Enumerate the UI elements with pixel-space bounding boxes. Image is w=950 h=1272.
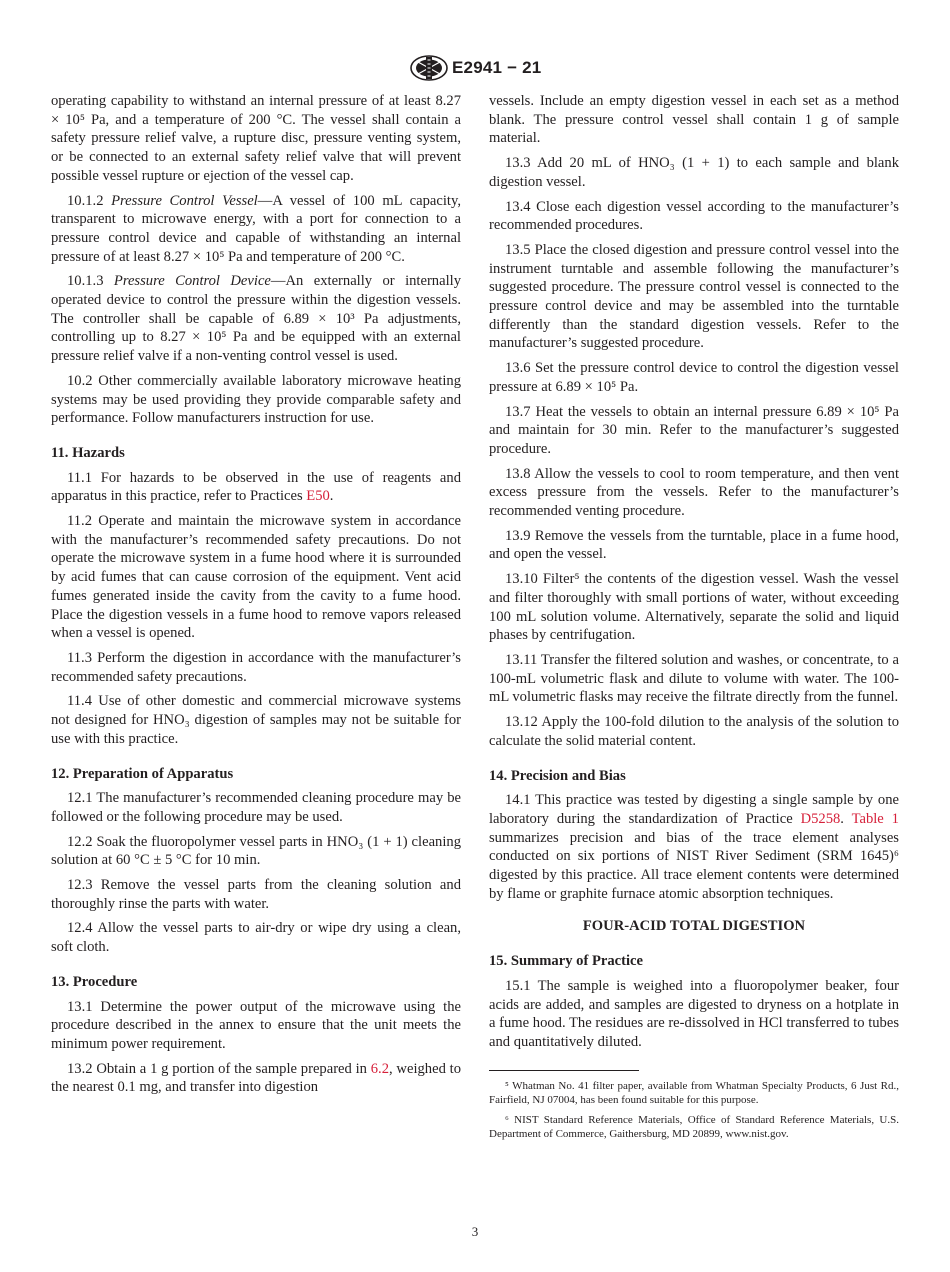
page-number: 3 [471, 1224, 479, 1239]
left-column [51, 92, 461, 1103]
paragraph-12-4: 12.4 Allow the vessel parts to air-dry or wipe dry using a clean, soft cloth. [51, 920, 461, 956]
heading-preparation-of-apparatus: 12. Preparation of Apparatus [51, 765, 234, 782]
heading-four-acid-total-digestion: FOUR-ACID TOTAL DIGESTION [582, 918, 806, 935]
footnote-divider [489, 1070, 639, 1071]
paragraph-11-3: 11.3 Perform the digestion in accordance with the manufacturer’s recommended safety precautions. [51, 649, 461, 685]
paragraph-13-5: 13.5 Place the closed digestion and pressure control vessel into the instrument turntable and assemble following the manufacturer’s suggested procedure. The pressure control vessel is connected to the pressure control device and may be assembled into the turntable differently than the standard digestion vessels. Refer to the manufacturer’s suggested procedure. [489, 241, 899, 352]
right-column [489, 92, 899, 1147]
section-number: 10.1.3 [67, 273, 104, 290]
paragraph-text: , weighed to the nearest 0.1 mg, and transfer into digestion [51, 1060, 461, 1096]
paragraph-12-2: 12.2 Soak the fluoropolymer vessel parts in HNO₃ (1 + 1) cleaning solution at 60 °C ± 5 °C for 10 min. [51, 833, 461, 869]
paragraph-11-2: 11.2 Operate and maintain the microwave system in accordance with the manufacturer’s recommended safety precautions. Do not operate the microwave system in a fume hood where it is surrounded by acid fumes that can cause corrosion of the equipment. Vent acid fumes generated inside the cavity from the cavity to a fume hood. Place the digestion vessels in a fume hood to remove vapors released when a vessel is opened. [51, 513, 461, 642]
paragraph-11-4: 11.4 Use of other domestic and commercial microwave systems not designed for HNO₃ digestion of samples may not be suitable for use with this practice. [51, 693, 461, 747]
paragraph-text: . [329, 488, 334, 505]
term-title: Pressure Control Device [113, 273, 271, 290]
heading-summary-of-practice: 15. Summary of Practice [489, 953, 643, 970]
heading-procedure: 13. Procedure [51, 973, 138, 990]
section-number: 10.1.2 [67, 192, 104, 209]
paragraph-13-6: 13.6 Set the pressure control device to control the digestion vessel pressure at 6.89 × 10⁵ Pa. [489, 360, 899, 395]
document-id: E2941 − 21 [452, 58, 542, 77]
paragraph-text: —An externally or internally operated device to control the pressure within the digestion vessels. The controller shall be capable of 6.89 × 10³ Pa adjustments, controlling up to 8.27 × 10⁵ Pa and be equipped with an external pressure relief valve if a non-venting control vessel is used. [51, 273, 461, 365]
paragraph-text: . [840, 810, 852, 827]
link-d5258[interactable]: D5258 [800, 810, 841, 827]
paragraph-12-1: 12.1 The manufacturer’s recommended cleaning procedure may be followed or the following procedure may be used. [51, 790, 461, 825]
paragraph-12-3: 12.3 Remove the vessel parts from the cleaning solution and thoroughly rinse the parts with water. [51, 877, 461, 912]
paragraph-13-8: 13.8 Allow the vessels to cool to room temperature, and then vent excess pressure from the vessels. Refer to the manufacturer’s recommended venting procedure. [489, 465, 899, 520]
page-header [0, 54, 950, 84]
heading-precision-and-bias: 14. Precision and Bias [489, 767, 626, 784]
footnote-6: ⁶ NIST Standard Reference Materials, Office of Standard Reference Materials, U.S. Department of Commerce, Gaithersburg, MD 20899, www.nist.gov. [489, 1113, 899, 1140]
term-title: Pressure Control Vessel [111, 192, 258, 209]
paragraph-13-3: 13.3 Add 20 mL of HNO₃ (1 + 1) to each sample and blank digestion vessel. [489, 155, 899, 190]
paragraph-10-1-3 [51, 272, 461, 366]
paragraph-text: 13.2 Obtain a 1 g portion of the sample prepared in [67, 1060, 371, 1077]
paragraph-10-2: 10.2 Other commercially available laboratory microwave heating systems may be used providing they provide comparable safety and performance. Follow manufacturers instruction for use. [51, 372, 461, 427]
paragraph-13-1: 13.1 Determine the power output of the microwave using the procedure described in the annex to ensure that the unit meets the minimum power requirement. [51, 998, 461, 1052]
link-table-1[interactable]: Table 1 [851, 810, 899, 827]
link-e50[interactable]: E50 [306, 488, 330, 505]
paragraph-11-1 [51, 469, 461, 506]
paragraph-13-12: 13.12 Apply the 100-fold dilution to the analysis of the solution to calculate the solid material content. [489, 714, 899, 749]
heading-hazards: 11. Hazards [51, 444, 125, 461]
paragraph-10-1-1-continued: operating capability to withstand an internal pressure of at least 8.27 × 10⁵ Pa, and a temperature of 200 °C. The vessel shall contain a safety pressure relief valve, a rupture disc, pressure venting system, or be connected to an external safety relief valve that will prevent possible vessel rupture or ejection of the vessel cap. [51, 93, 461, 184]
paragraph-15-1: 15.1 The sample is weighed into a fluoropolymer beaker, four acids are added, and samples are digested to dryness on a hotplate in a fume hood. The residues are re-dissolved in HCl transferred to tubes and quantitatively diluted. [489, 977, 899, 1050]
paragraph-text: summarizes precision and bias of the trace element analyses conducted on six portions of NIST River Sediment (SRM 1645)⁶ digested by this practice. All trace element contents were determined by flame or graphite furnace atomic absorption techniques. [489, 829, 899, 902]
paragraph-text: 14.1 This practice was tested by digesting a single sample by one laboratory during the standardization of Practice [489, 792, 899, 827]
paragraph-text: 11.1 For hazards to be observed in the use of reagents and apparatus in this practice, refer to Practices [51, 469, 461, 505]
footnote-5: ⁵ Whatman No. 41 filter paper, available from Whatman Specialty Products, 6 Just Rd., Fairfield, NJ 07004, has been found suitable for this purpose. [489, 1079, 899, 1106]
paragraph-13-2 [51, 1060, 461, 1097]
paragraph-14-1 [489, 791, 899, 903]
paragraph-13-2-continued: vessels. Include an empty digestion vessel in each set as a method blank. The pressure control vessel shall contain 1 g of sample material. [489, 93, 899, 147]
paragraph-13-9: 13.9 Remove the vessels from the turntable, place in a fume hood, and open the vessel. [489, 527, 899, 563]
paragraph-13-11: 13.11 Transfer the filtered solution and washes, or concentrate, to a 100-mL volumetric flask and dilute to volume with water. The 100-mL volumetric flasks may receive the filtrate directly from the funnel. [489, 651, 899, 706]
paragraph-13-7: 13.7 Heat the vessels to obtain an internal pressure 6.89 × 10⁵ Pa and maintain for 30 min. Refer to the manufacturer’s suggested procedure. [489, 403, 899, 457]
astm-logo-icon [409, 54, 449, 82]
link-6-2[interactable]: 6.2 [370, 1060, 389, 1077]
paragraph-text: —A vessel of 100 mL capacity, transparent to microwave energy, with a port for connection to a pressure control device and capable of withstanding an internal pressure of at least 8.27 × 10⁵ Pa and temperature of 200 °C. [51, 192, 461, 265]
paragraph-10-1-2 [51, 192, 461, 267]
paragraph-13-10: 13.10 Filter⁵ the contents of the digestion vessel. Wash the vessel and filter thoroughly with small portions of water, without exceeding 100 mL solution volume. Alternatively, separate the solid and liquid phases by centrifugation. [489, 571, 899, 644]
paragraph-13-4: 13.4 Close each digestion vessel according to the manufacturer’s recommended procedures. [489, 198, 899, 234]
